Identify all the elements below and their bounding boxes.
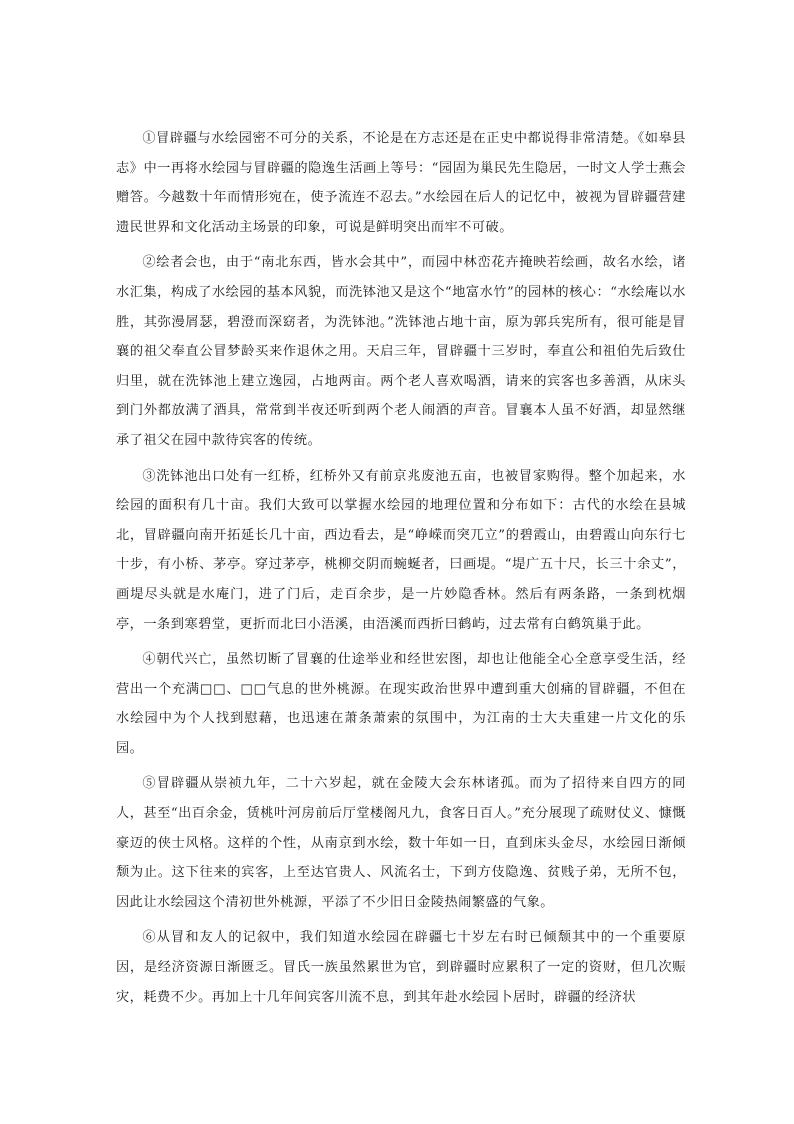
paragraph-5: ⑤冒辟疆从崇祯九年，二十六岁起，就在金陵大会东林诸孤。而为了招待来自四方的同人，甚至“出百余金，赁桃叶河房前后厅堂楼阁凡九，食客日百人。”充分展现了疏财仗义、慷慨豪迈的侠士风格。这样的个性，从南京到水绘，数十年如一日，直到床头金尽，水绘园日渐倾颓为止。这下往来的宾客，上至达官贵人、风流名士，下到方伎隐逸、贫贱子弟，无所不包，因此让水绘园这个清初世外桃源，平添了不少旧日金陵热闹繁盛的气象。 (116, 776, 686, 910)
paragraph-1: ①冒辟疆与水绘园密不可分的关系，不论是在方志还是在正史中都说得非常清楚。《如皋县志》中一再将水绘园与冒辟疆的隐逸生活画上等号：“园固为巢民先生隐居，一时文人学士燕会赠答。今越数十年而情形宛在，使予流连不忍去。”水绘园在后人的记忆中，被视为冒辟疆营建遗民世界和文化活动主场景的印象，可说是鲜明突出而牢不可破。 (116, 131, 686, 235)
document-page (116, 124, 686, 1018)
paragraph-6: ⑥从冒和友人的记叙中，我们知道水绘园在辟疆七十岁左右时已倾颓其中的一个重要原因，是经济资源日渐匮乏。冒氏一族虽然累世为官，到辟疆时应累积了一定的资财，但几次赈灾，耗费不少。再加上十几年间宾客川流不息，到其年赴水绘园卜居时，辟疆的经济状 (116, 930, 686, 1005)
paragraph-4: ④朝代兴亡，虽然切断了冒襄的仕途举业和经世宏图，却也让他能全心全意享受生活，经营出一个充满□□、□□气息的世外桃源。在现实政治世界中遭到重大创痛的冒辟疆，不但在水绘园中为个人找到慰藉，也迅速在萧条萧索的氛围中，为江南的士大夫重建一片文化的乐园。 (116, 652, 686, 756)
paragraph-2: ②绘者会也，由于“南北东西，皆水会其中”，而园中林峦花卉掩映若绘画，故名水绘，诸水汇集，构成了水绘园的基本风貌，而洗钵池又是这个“地富水竹”的园林的核心：“水绘庵以水胜，其弥漫屑瑟，碧澄而深窈者，为洗钵池。”洗钵池占地十亩，原为郭兵宪所有，很可能是冒襄的祖父奉直公冒梦龄买来作退休之用。天启三年，冒辟疆十三岁时，奉直公和祖伯先后致仕归里，就在洗钵池上建立逸园，占地两亩。两个老人喜欢喝酒，请来的宾客也多善酒，从床头到门外都放满了酒具，常常到半夜还听到两个老人闹酒的声音。冒襄本人虽不好酒，却显然继承了祖父在园中款待宾客的传统。 (116, 255, 686, 448)
paragraph-3: ③洗钵池出口处有一红桥，红桥外又有前京兆废池五亩，也被冒家购得。整个加起来，水绘园的面积有几十亩。我们大致可以掌握水绘园的地理位置和分布如下：古代的水绘在县城北，冒辟疆向南开拓延长几十亩，西边看去，是“峥嵘而突兀立”的碧霞山，由碧霞山向东行七十步，有小桥、茅亭。穿过茅亭，桃柳交阴而蜿蜒者，曰画堤。“堤广五十尺，长三十余丈”，画堤尽头就是水庵门，进了门后，走百余步，是一片妙隐香林。然后有两条路，一条到枕烟亭，一条到寒碧堂，更折而北曰小浯溪，由浯溪而西折曰鹤屿，过去常有白鹤筑巢于此。 (116, 468, 686, 632)
